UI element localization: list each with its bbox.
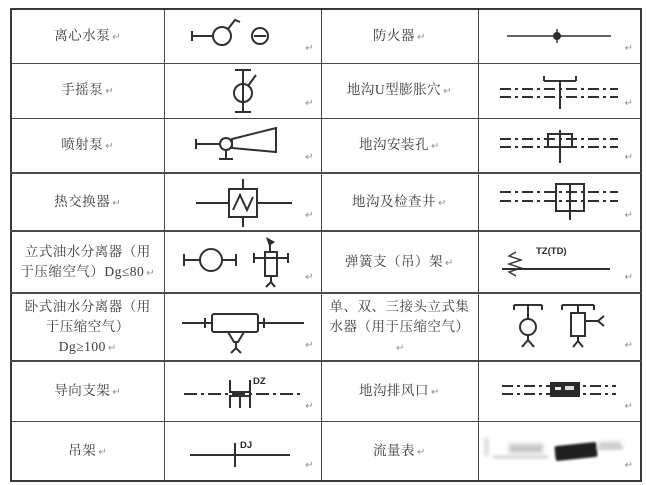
term-label: 导向支架 xyxy=(54,383,111,399)
return-mark: ↵ xyxy=(105,141,115,153)
centrifugal-pump-symbol xyxy=(183,16,303,56)
symbol-cell xyxy=(478,173,641,231)
return-mark: ↵ xyxy=(624,340,633,351)
term-label: 单、双、三接头立式集水器（用于压缩空气） xyxy=(329,298,470,334)
term-label: 地沟安装孔 xyxy=(359,137,430,153)
return-mark: ↵ xyxy=(396,343,405,355)
term-label: 地沟U型膨胀穴 xyxy=(346,82,442,98)
term-cell xyxy=(321,173,478,231)
return-mark: ↵ xyxy=(105,86,115,98)
term-label: 离心水泵 xyxy=(54,28,111,44)
term-cell xyxy=(321,231,478,293)
table-row xyxy=(11,421,641,481)
symbol-cell xyxy=(164,9,321,63)
symbol-cell xyxy=(478,9,641,63)
term-cell xyxy=(321,9,478,63)
symbol-cell xyxy=(164,63,321,118)
return-mark: ↵ xyxy=(624,42,633,54)
return-mark: ↵ xyxy=(107,343,117,355)
return-mark: ↵ xyxy=(438,197,447,209)
return-mark: ↵ xyxy=(305,400,314,412)
jet-pump-symbol xyxy=(188,123,298,167)
term-label: 地沟及检查井 xyxy=(352,193,437,209)
return-mark: ↵ xyxy=(417,32,426,44)
symbol-cell xyxy=(164,361,321,421)
return-mark: ↵ xyxy=(305,42,314,54)
term-label: 卧式油水分离器（用于压缩空气）Dg≥100 xyxy=(24,298,151,355)
symbol-cell xyxy=(478,421,641,481)
trench-u-expansion-symbol xyxy=(494,70,624,112)
return-mark: ↵ xyxy=(624,460,633,471)
horizontal-oil-water-separator-symbol xyxy=(178,299,308,355)
symbol-legend-table xyxy=(10,8,642,482)
term-cell xyxy=(11,361,164,421)
symbol-cell xyxy=(478,231,641,293)
table-row xyxy=(11,361,641,421)
return-mark: ↵ xyxy=(305,460,314,471)
term-cell xyxy=(11,293,164,361)
trench-install-hole-symbol xyxy=(494,124,624,166)
return-mark: ↵ xyxy=(624,210,633,221)
term-cell xyxy=(321,293,478,361)
symbol-cell xyxy=(164,118,321,173)
return-mark: ↵ xyxy=(431,387,440,399)
guide-support-code: DZ xyxy=(252,376,266,388)
symbol-cell xyxy=(478,293,641,361)
symbol-cell xyxy=(164,421,321,481)
term-label: 热交换器 xyxy=(54,193,111,209)
return-mark: ↵ xyxy=(146,268,156,279)
return-mark: ↵ xyxy=(417,446,426,458)
heat-exchanger-symbol xyxy=(184,174,302,230)
table-row xyxy=(11,9,641,63)
term-label: 立式油水分离器（用于压缩空气）Dg≤80 xyxy=(20,243,151,279)
term-label: 地沟排风口 xyxy=(359,383,430,399)
return-mark: ↵ xyxy=(305,272,314,283)
table-row xyxy=(11,118,641,173)
return-mark: ↵ xyxy=(112,387,122,399)
vertical-collector-symbols xyxy=(494,298,624,356)
symbol-cell xyxy=(164,293,321,361)
return-mark: ↵ xyxy=(624,152,633,163)
return-mark: ↵ xyxy=(443,86,453,98)
spring-support-symbol xyxy=(494,239,624,285)
return-mark: ↵ xyxy=(624,97,633,109)
trench-inspection-well-symbol xyxy=(494,178,624,226)
trench-vent-symbol xyxy=(494,373,624,409)
term-cell xyxy=(11,231,164,293)
hanger-code: DJ xyxy=(239,439,252,451)
term-cell xyxy=(11,421,164,481)
guide-support-symbol xyxy=(178,367,308,415)
spring-support-code: TZ(TD) xyxy=(536,246,567,257)
return-mark: ↵ xyxy=(445,257,454,269)
term-label: 弹簧支（吊）架 xyxy=(345,253,444,269)
hand-pump-symbol xyxy=(218,66,268,116)
table-row xyxy=(11,293,641,361)
term-cell xyxy=(321,63,478,118)
term-cell xyxy=(11,118,164,173)
return-mark: ↵ xyxy=(624,272,633,283)
return-mark: ↵ xyxy=(112,197,122,209)
term-cell xyxy=(11,173,164,231)
symbol-cell xyxy=(164,231,321,293)
table-row xyxy=(11,63,641,118)
return-mark: ↵ xyxy=(305,152,314,163)
table-row xyxy=(11,173,641,231)
term-cell xyxy=(321,118,478,173)
term-label: 吊架 xyxy=(68,442,97,458)
return-mark: ↵ xyxy=(305,97,314,109)
symbol-cell xyxy=(478,361,641,421)
term-label: 流量表 xyxy=(373,442,416,458)
term-cell xyxy=(321,361,478,421)
return-mark: ↵ xyxy=(305,340,314,351)
return-mark: ↵ xyxy=(98,446,108,458)
return-mark: ↵ xyxy=(431,141,440,153)
term-cell xyxy=(321,421,478,481)
table-row xyxy=(11,231,641,293)
term-label: 手摇泵 xyxy=(61,82,104,98)
term-cell xyxy=(11,63,164,118)
return-mark: ↵ xyxy=(305,210,314,221)
term-label: 防火器 xyxy=(373,28,416,44)
symbol-cell xyxy=(478,63,641,118)
symbol-cell xyxy=(478,118,641,173)
vertical-oil-water-separator-symbol xyxy=(178,233,308,291)
flame-arrester-symbol xyxy=(499,18,619,54)
symbol-cell xyxy=(164,173,321,231)
watermark-smudge xyxy=(479,422,641,481)
return-mark: ↵ xyxy=(112,32,122,44)
return-mark: ↵ xyxy=(624,400,633,412)
hanger-symbol xyxy=(178,431,308,471)
term-label: 喷射泵 xyxy=(61,137,104,153)
term-cell xyxy=(11,9,164,63)
